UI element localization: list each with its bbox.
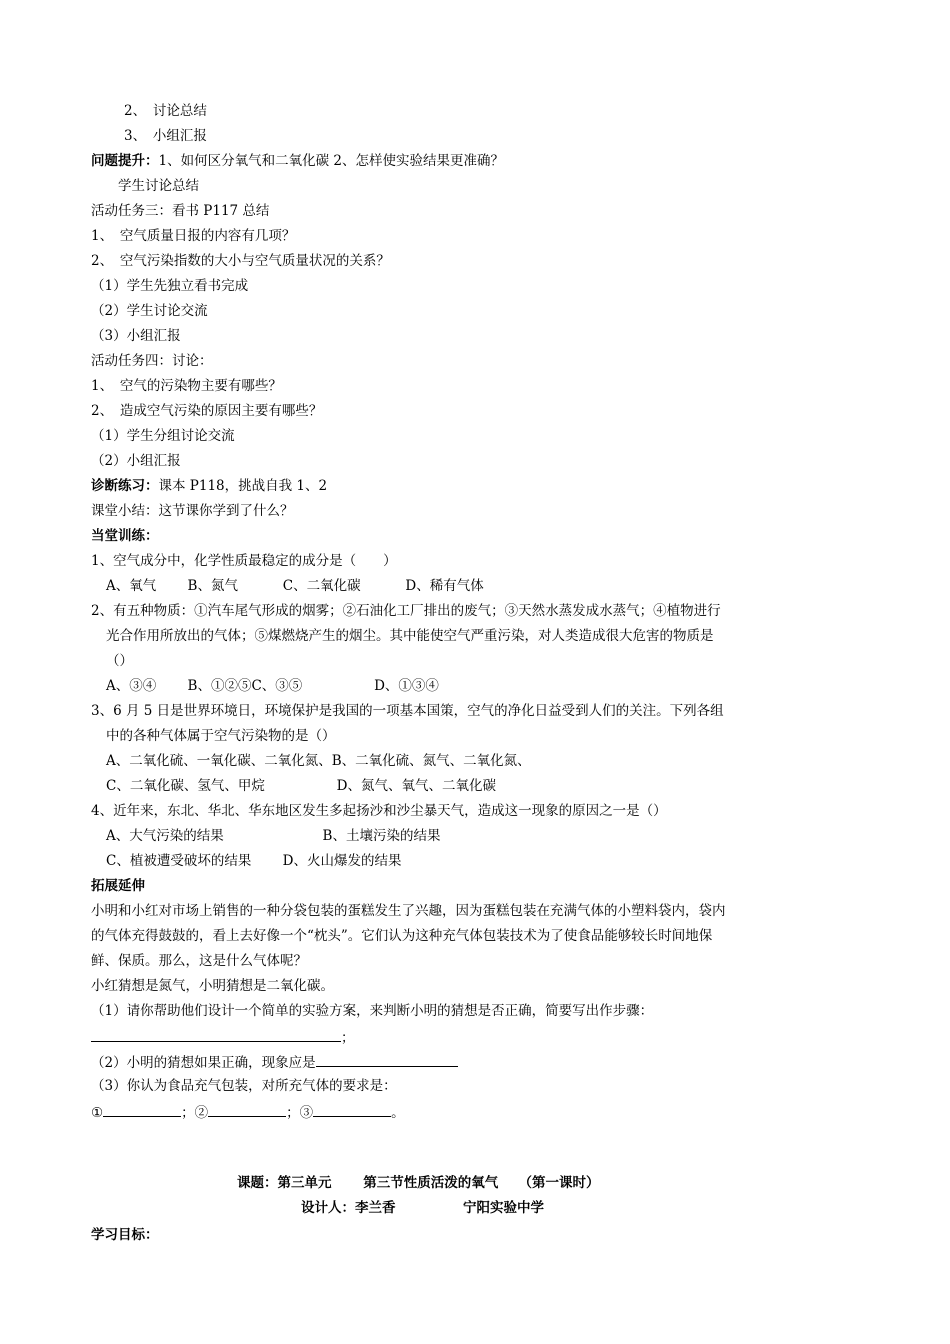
diagnostic-practice-text: 课本 P118，挑战自我 1、2 [158, 478, 328, 494]
task-four-step-2: （2）小组汇报 [91, 453, 181, 469]
extension-question-3: （3）你认为食品充气包装，对所充气体的要求是： [91, 1078, 397, 1094]
student-summary: 学生讨论总结 [118, 178, 199, 194]
question-3-line-1: 3、6 月 5 日是世界环境日，环境保护是我国的一项基本国策，空气的净化日益受到人们的关注。下列各组 [91, 703, 724, 719]
answer-blank-1-end: ； [341, 1030, 355, 1046]
task-three-item-1: 1、 空气质量日报的内容有几项？ [91, 228, 296, 244]
diagnostic-practice [91, 477, 327, 495]
extension-question-2 [91, 1052, 458, 1072]
extension-paragraph-2: 的气体充得鼓鼓的，看上去好像一个“枕头”。它们认为这种充气体包装技术为了使食品能够较长时间地保 [91, 928, 713, 944]
extension-answer-1 [91, 1027, 355, 1047]
diagnostic-practice-label: 诊断练习： [91, 478, 159, 494]
answer-blank-1[interactable] [91, 1027, 341, 1042]
lesson-designer: 设计人：李兰香 宁阳实验中学 [301, 1200, 544, 1216]
question-3-options-2: C、二氧化碳、氢气、甲烷 D、氮气、氧气、二氧化碳 [106, 778, 496, 794]
task-three-step-2: （2）学生讨论交流 [91, 303, 208, 319]
extension-heading: 拓展延伸 [91, 878, 145, 894]
extension-answer-3 [91, 1102, 405, 1122]
step-discuss-summary: 2、 讨论总结 [124, 103, 207, 119]
lesson-topic-heading: 课题：第三单元 第三节性质活泼的氧气 （第一课时） [237, 1175, 600, 1191]
question-1: 1、空气成分中，化学性质最稳定的成分是（ ） [91, 553, 397, 569]
answer-blank-3b[interactable] [208, 1102, 286, 1117]
answer-marker-1: ① [91, 1105, 104, 1121]
in-class-training-heading: 当堂训练： [91, 528, 159, 544]
question-upgrade-label: 问题提升： [91, 153, 159, 169]
question-2-line-2: 光合作用所放出的气体；⑤煤燃烧产生的烟尘。其中能使空气严重污染，对人类造成很大危害的物质是 [106, 628, 714, 644]
answer-blank-2[interactable] [316, 1052, 458, 1067]
question-4-options-2: C、植被遭受破坏的结果 D、火山爆发的结果 [106, 853, 402, 869]
question-4: 4、近年来，东北、华北、华东地区发生多起扬沙和沙尘暴天气，造成这一现象的原因之一是（） [91, 803, 667, 819]
class-summary: 课堂小结：这节课你学到了什么？ [91, 503, 294, 519]
activity-task-four: 活动任务四：讨论： [91, 353, 213, 369]
question-3-options-1: A、二氧化硫、一氧化碳、二氧化氮、B、二氧化硫、氮气、二氧化氮、 [106, 753, 531, 769]
question-2-line-1: 2、有五种物质：①汽车尾气形成的烟雾；②石油化工厂排出的废气；③天然水蒸发成水蒸气；④植物进行 [91, 603, 721, 619]
question-upgrade [91, 152, 504, 170]
extension-question-2-text: （2）小明的猜想如果正确，现象应是 [91, 1055, 316, 1071]
question-2-options: A、③④ B、①②⑤C、③⑤ D、①③④ [106, 678, 439, 694]
extension-paragraph-1: 小明和小红对市场上销售的一种分袋包装的蛋糕发生了兴趣，因为蛋糕包装在充满气体的小塑料袋内，袋内 [91, 903, 726, 919]
task-four-step-1: （1）学生分组讨论交流 [91, 428, 235, 444]
question-upgrade-text: 1、如何区分氧气和二氧化碳 2、怎样使实验结果更准确？ [158, 153, 504, 169]
learning-goals-heading: 学习目标： [91, 1227, 159, 1243]
activity-task-three: 活动任务三：看书 P117 总结 [91, 203, 270, 219]
answer-end: 。 [391, 1105, 405, 1121]
question-3-line-2: 中的各种气体属于空气污染物的是（） [106, 728, 336, 744]
question-4-options-1: A、大气污染的结果 B、土壤污染的结果 [106, 828, 441, 844]
task-four-item-2: 2、 造成空气污染的原因主要有哪些？ [91, 403, 323, 419]
task-three-step-3: （3）小组汇报 [91, 328, 181, 344]
extension-guesses: 小红猜想是氮气，小明猜想是二氧化碳。 [91, 978, 334, 994]
answer-marker-3: ；③ [286, 1105, 314, 1121]
extension-question-1: （1）请你帮助他们设计一个简单的实验方案，来判断小明的猜想是否正确，简要写出作步骤： [91, 1003, 654, 1019]
task-three-item-2: 2、 空气污染指数的大小与空气质量状况的关系？ [91, 253, 390, 269]
answer-blank-3a[interactable] [103, 1102, 181, 1117]
question-1-options: A、氧气 B、氮气 C、二氧化碳 D、稀有气体 [106, 578, 484, 594]
question-2-line-3: （） [106, 653, 133, 669]
task-three-step-1: （1）学生先独立看书完成 [91, 278, 249, 294]
task-four-item-1: 1、 空气的污染物主要有哪些？ [91, 378, 282, 394]
answer-blank-3c[interactable] [313, 1102, 391, 1117]
answer-marker-2: ；② [181, 1105, 209, 1121]
extension-paragraph-3: 鲜、保质。那么，这是什么气体呢？ [91, 953, 307, 969]
step-group-report: 3、 小组汇报 [124, 128, 207, 144]
